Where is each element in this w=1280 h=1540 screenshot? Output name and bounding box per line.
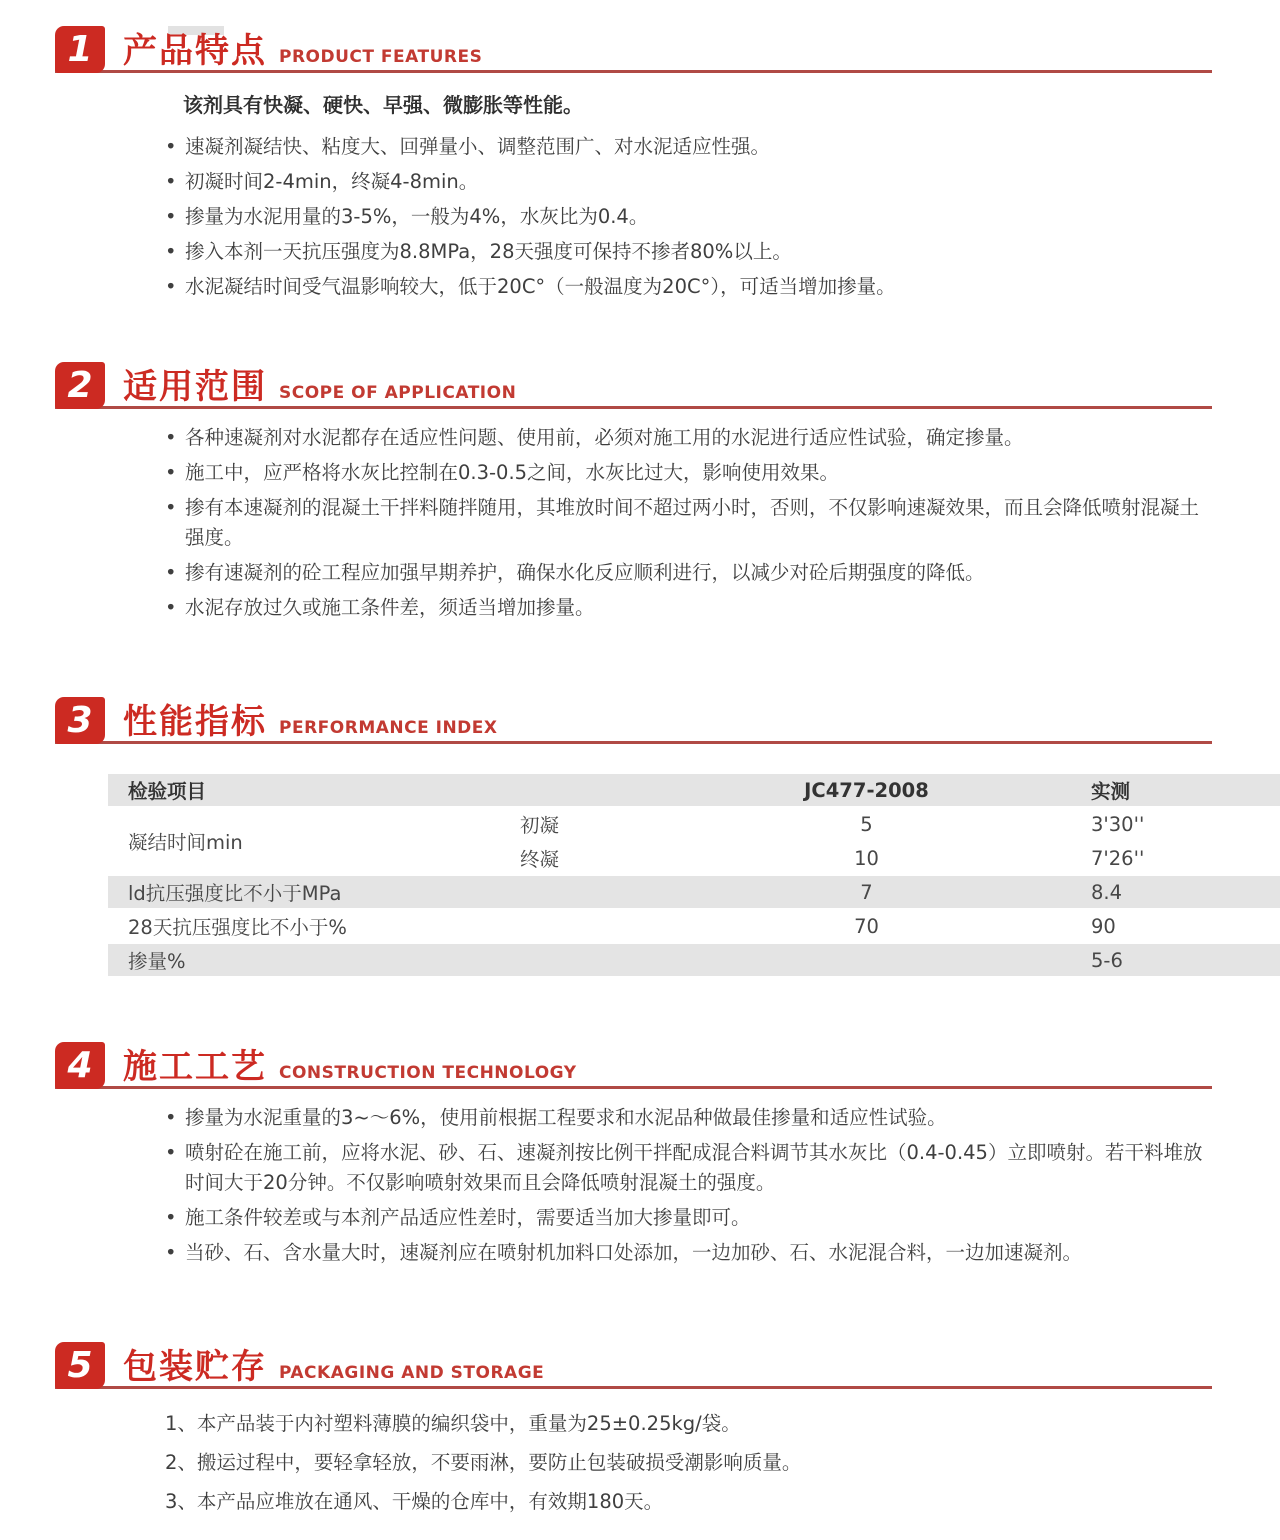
section-construction-technology bbox=[55, 1042, 1212, 1268]
cell-standard: 5 bbox=[718, 808, 1015, 842]
section-number-badge: 3 bbox=[55, 697, 105, 744]
cell-sub bbox=[469, 876, 718, 910]
list-item: • 掺有本速凝剂的混凝土干拌料随拌随用，其堆放时间不超过两小时，否则，不仅影响速凝效果，而且会降低喷射混凝土强度。 bbox=[165, 493, 1212, 553]
bullet-list bbox=[55, 423, 1212, 623]
cell-measured: 90 bbox=[1015, 910, 1280, 944]
section-packaging-storage bbox=[55, 1342, 1212, 1517]
table-row bbox=[108, 808, 1280, 842]
performance-table bbox=[108, 774, 1280, 978]
section-scope-of-application bbox=[55, 362, 1212, 623]
cell-standard bbox=[718, 944, 1015, 978]
list-item: • 掺入本剂一天抗压强度为8.8MPa，28天强度可保持不掺者80%以上。 bbox=[165, 237, 1212, 267]
section-title: 施工工艺 bbox=[123, 1047, 267, 1088]
cell-measured: 7'26'' bbox=[1015, 842, 1280, 876]
list-item: • 喷射砼在施工前，应将水泥、砂、石、速凝剂按比例干拌配成混合料调节其水灰比（0.4-0.45）立即喷射。若干料堆放时间大于20分钟。不仅影响喷射效果而且会降低喷射混凝土的强度。 bbox=[165, 1138, 1212, 1198]
list-item: 1、本产品装于内衬塑料薄膜的编织袋中，重量为25±0.25kg/袋。 bbox=[165, 1412, 741, 1435]
numbered-list bbox=[55, 1409, 1212, 1517]
section-intro: 该剂具有快凝、硬快、早强、微膨胀等性能。 bbox=[183, 93, 583, 117]
section-subtitle: SCOPE OF APPLICATION bbox=[279, 383, 517, 403]
section-header bbox=[55, 1342, 1212, 1389]
list-item: • 施工条件较差或与本剂产品适应性差时，需要适当加大掺量即可。 bbox=[165, 1203, 1212, 1233]
table-row bbox=[108, 910, 1280, 944]
list-item: • 初凝时间2-4min，终凝4-8min。 bbox=[165, 167, 1212, 197]
cell-standard: 70 bbox=[718, 910, 1015, 944]
list-item: • 掺量为水泥用量的3-5%，一般为4%，水灰比为0.4。 bbox=[165, 202, 1212, 232]
header-cell-sub bbox=[469, 774, 718, 808]
section-subtitle: PERFORMANCE INDEX bbox=[279, 718, 498, 738]
section-product-features bbox=[55, 26, 1212, 302]
list-item: • 掺有速凝剂的砼工程应加强早期养护，确保水化反应顺利进行，以减少对砼后期强度的降低。 bbox=[165, 558, 1212, 588]
cell-standard: 10 bbox=[718, 842, 1015, 876]
list-item: • 速凝剂凝结快、粘度大、回弹量小、调整范围广、对水泥适应性强。 bbox=[165, 132, 1212, 162]
table-row bbox=[108, 944, 1280, 978]
cell-measured: 8.4 bbox=[1015, 876, 1280, 910]
list-item: • 各种速凝剂对水泥都存在适应性问题、使用前，必须对施工用的水泥进行适应性试验，确定掺量。 bbox=[165, 423, 1212, 453]
cell-sub bbox=[469, 910, 718, 944]
cell-item: 掺量% bbox=[108, 944, 469, 978]
header-cell-standard: JC477-2008 bbox=[718, 774, 1015, 808]
list-item: 2、搬运过程中，要轻拿轻放，不要雨淋，要防止包装破损受潮影响质量。 bbox=[165, 1451, 802, 1474]
section-number-badge: 5 bbox=[55, 1342, 105, 1389]
cell-measured: 5-6 bbox=[1015, 944, 1280, 978]
section-number-badge: 1 bbox=[55, 26, 105, 73]
list-item: • 当砂、石、含水量大时，速凝剂应在喷射机加料口处添加，一边加砂、石、水泥混合料，一边加速凝剂。 bbox=[165, 1238, 1212, 1268]
list-item: 3、本产品应堆放在通风、干燥的仓库中，有效期180天。 bbox=[165, 1490, 664, 1513]
cell-sub bbox=[469, 944, 718, 978]
section-title: 适用范围 bbox=[123, 367, 267, 408]
section-subtitle: PACKAGING AND STORAGE bbox=[279, 1363, 545, 1383]
section-number-badge: 4 bbox=[55, 1042, 105, 1089]
bullet-list bbox=[55, 132, 1212, 302]
cell-sub: 终凝 bbox=[469, 842, 718, 876]
cell-item: 28天抗压强度比不小于% bbox=[108, 910, 469, 944]
section-subtitle: CONSTRUCTION TECHNOLOGY bbox=[279, 1063, 577, 1083]
section-header bbox=[55, 1042, 1212, 1089]
cell-measured: 3'30'' bbox=[1015, 808, 1280, 842]
list-item: • 水泥存放过久或施工条件差，须适当增加掺量。 bbox=[165, 593, 1212, 623]
list-item: • 水泥凝结时间受气温影响较大，低于20C°（一般温度为20C°），可适当增加掺量。 bbox=[165, 272, 1212, 302]
section-number-badge: 2 bbox=[55, 362, 105, 409]
cell-item: ld抗压强度比不小于MPa bbox=[108, 876, 469, 910]
section-header bbox=[55, 362, 1212, 409]
list-item: • 施工中，应严格将水灰比控制在0.3-0.5之间，水灰比过大，影响使用效果。 bbox=[165, 458, 1212, 488]
header-cell-measured: 实测 bbox=[1015, 774, 1280, 808]
bullet-list bbox=[55, 1103, 1212, 1268]
list-item: • 掺量为水泥重量的3~～6%，使用前根据工程要求和水泥品种做最佳掺量和适应性试验。 bbox=[165, 1103, 1212, 1133]
table-row bbox=[108, 876, 1280, 910]
section-header bbox=[55, 697, 1212, 744]
section-title: 性能指标 bbox=[123, 702, 267, 743]
section-header bbox=[55, 26, 1212, 73]
cell-item: 凝结时间min bbox=[108, 808, 469, 876]
section-performance-index bbox=[55, 697, 1212, 744]
header-cell-item: 检验项目 bbox=[108, 774, 469, 808]
section-title: 产品特点 bbox=[123, 31, 267, 72]
section-subtitle: PRODUCT FEATURES bbox=[279, 47, 483, 67]
section-title: 包装贮存 bbox=[123, 1347, 267, 1388]
cell-standard: 7 bbox=[718, 876, 1015, 910]
datasheet-page bbox=[0, 26, 1280, 1540]
table-header-row bbox=[108, 774, 1280, 808]
cell-sub: 初凝 bbox=[469, 808, 718, 842]
